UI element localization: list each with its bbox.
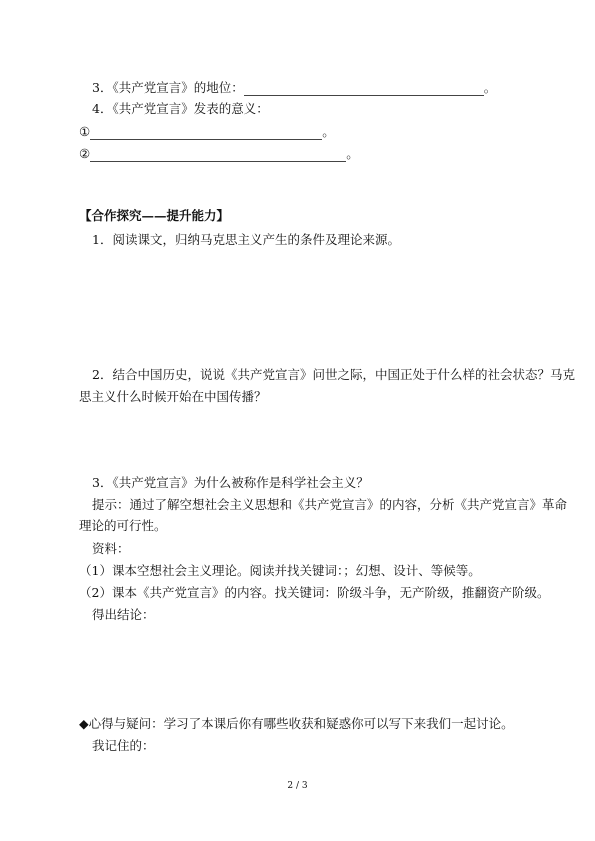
q3-status-end: 。 <box>483 80 497 95</box>
hint-line2: 理论的可行性。 <box>79 518 167 533</box>
q4-item2-marker: ② <box>79 146 91 161</box>
section-title: 【合作探究——提升能力】 <box>79 208 230 223</box>
task-2-text-line2: 思主义什么时候开始在中国传播？ <box>79 389 267 404</box>
conclusion-label: 得出结论： <box>92 607 155 622</box>
q3-status-label: 3．《共产党宣言》的地位： <box>92 80 244 95</box>
reflection-prompt: ◆心得与疑问：学习了本课后你有哪些收获和疑惑你可以写下来我们一起讨论。 <box>79 716 514 731</box>
q3-status-row <box>92 80 496 96</box>
q4-item1-marker: ① <box>79 124 91 139</box>
q4-meaning-label: 4．《共产党宣言》发表的意义： <box>92 101 269 116</box>
remember-label: 我记住的： <box>92 738 155 753</box>
hint-line1: 提示：通过了解空想社会主义思想和《共产党宣言》的内容，分析《共产党宣言》革命 <box>92 497 568 512</box>
q3-status-blank[interactable] <box>244 83 484 96</box>
task-1-text: 1．阅读课文，归纳马克思主义产生的条件及理论来源。 <box>92 232 400 247</box>
q4-item1-end: 。 <box>322 124 335 139</box>
page-number: 2 / 3 <box>287 781 308 791</box>
material-2: （2）课本《共产党宣言》的内容。找关键词：阶级斗争，无产阶级，推翻资产阶级。 <box>79 585 550 600</box>
material-1: （1）课本空想社会主义理论。阅读并找关键词：；幻想、设计、等候等。 <box>79 563 481 578</box>
q4-item1-row <box>79 124 335 140</box>
q4-item2-row <box>79 146 359 162</box>
task-2-text-line1: 2．结合中国历史，说说《共产党宣言》问世之际，中国正处于什么样的社会状态？马克 <box>92 367 575 382</box>
q4-item2-blank[interactable] <box>90 149 346 162</box>
task-3-text: 3．《共产党宣言》为什么被称作是科学社会主义？ <box>92 475 369 490</box>
q4-item1-blank[interactable] <box>90 127 322 140</box>
q4-item2-end: 。 <box>346 146 359 161</box>
materials-label: 资料： <box>92 541 130 556</box>
